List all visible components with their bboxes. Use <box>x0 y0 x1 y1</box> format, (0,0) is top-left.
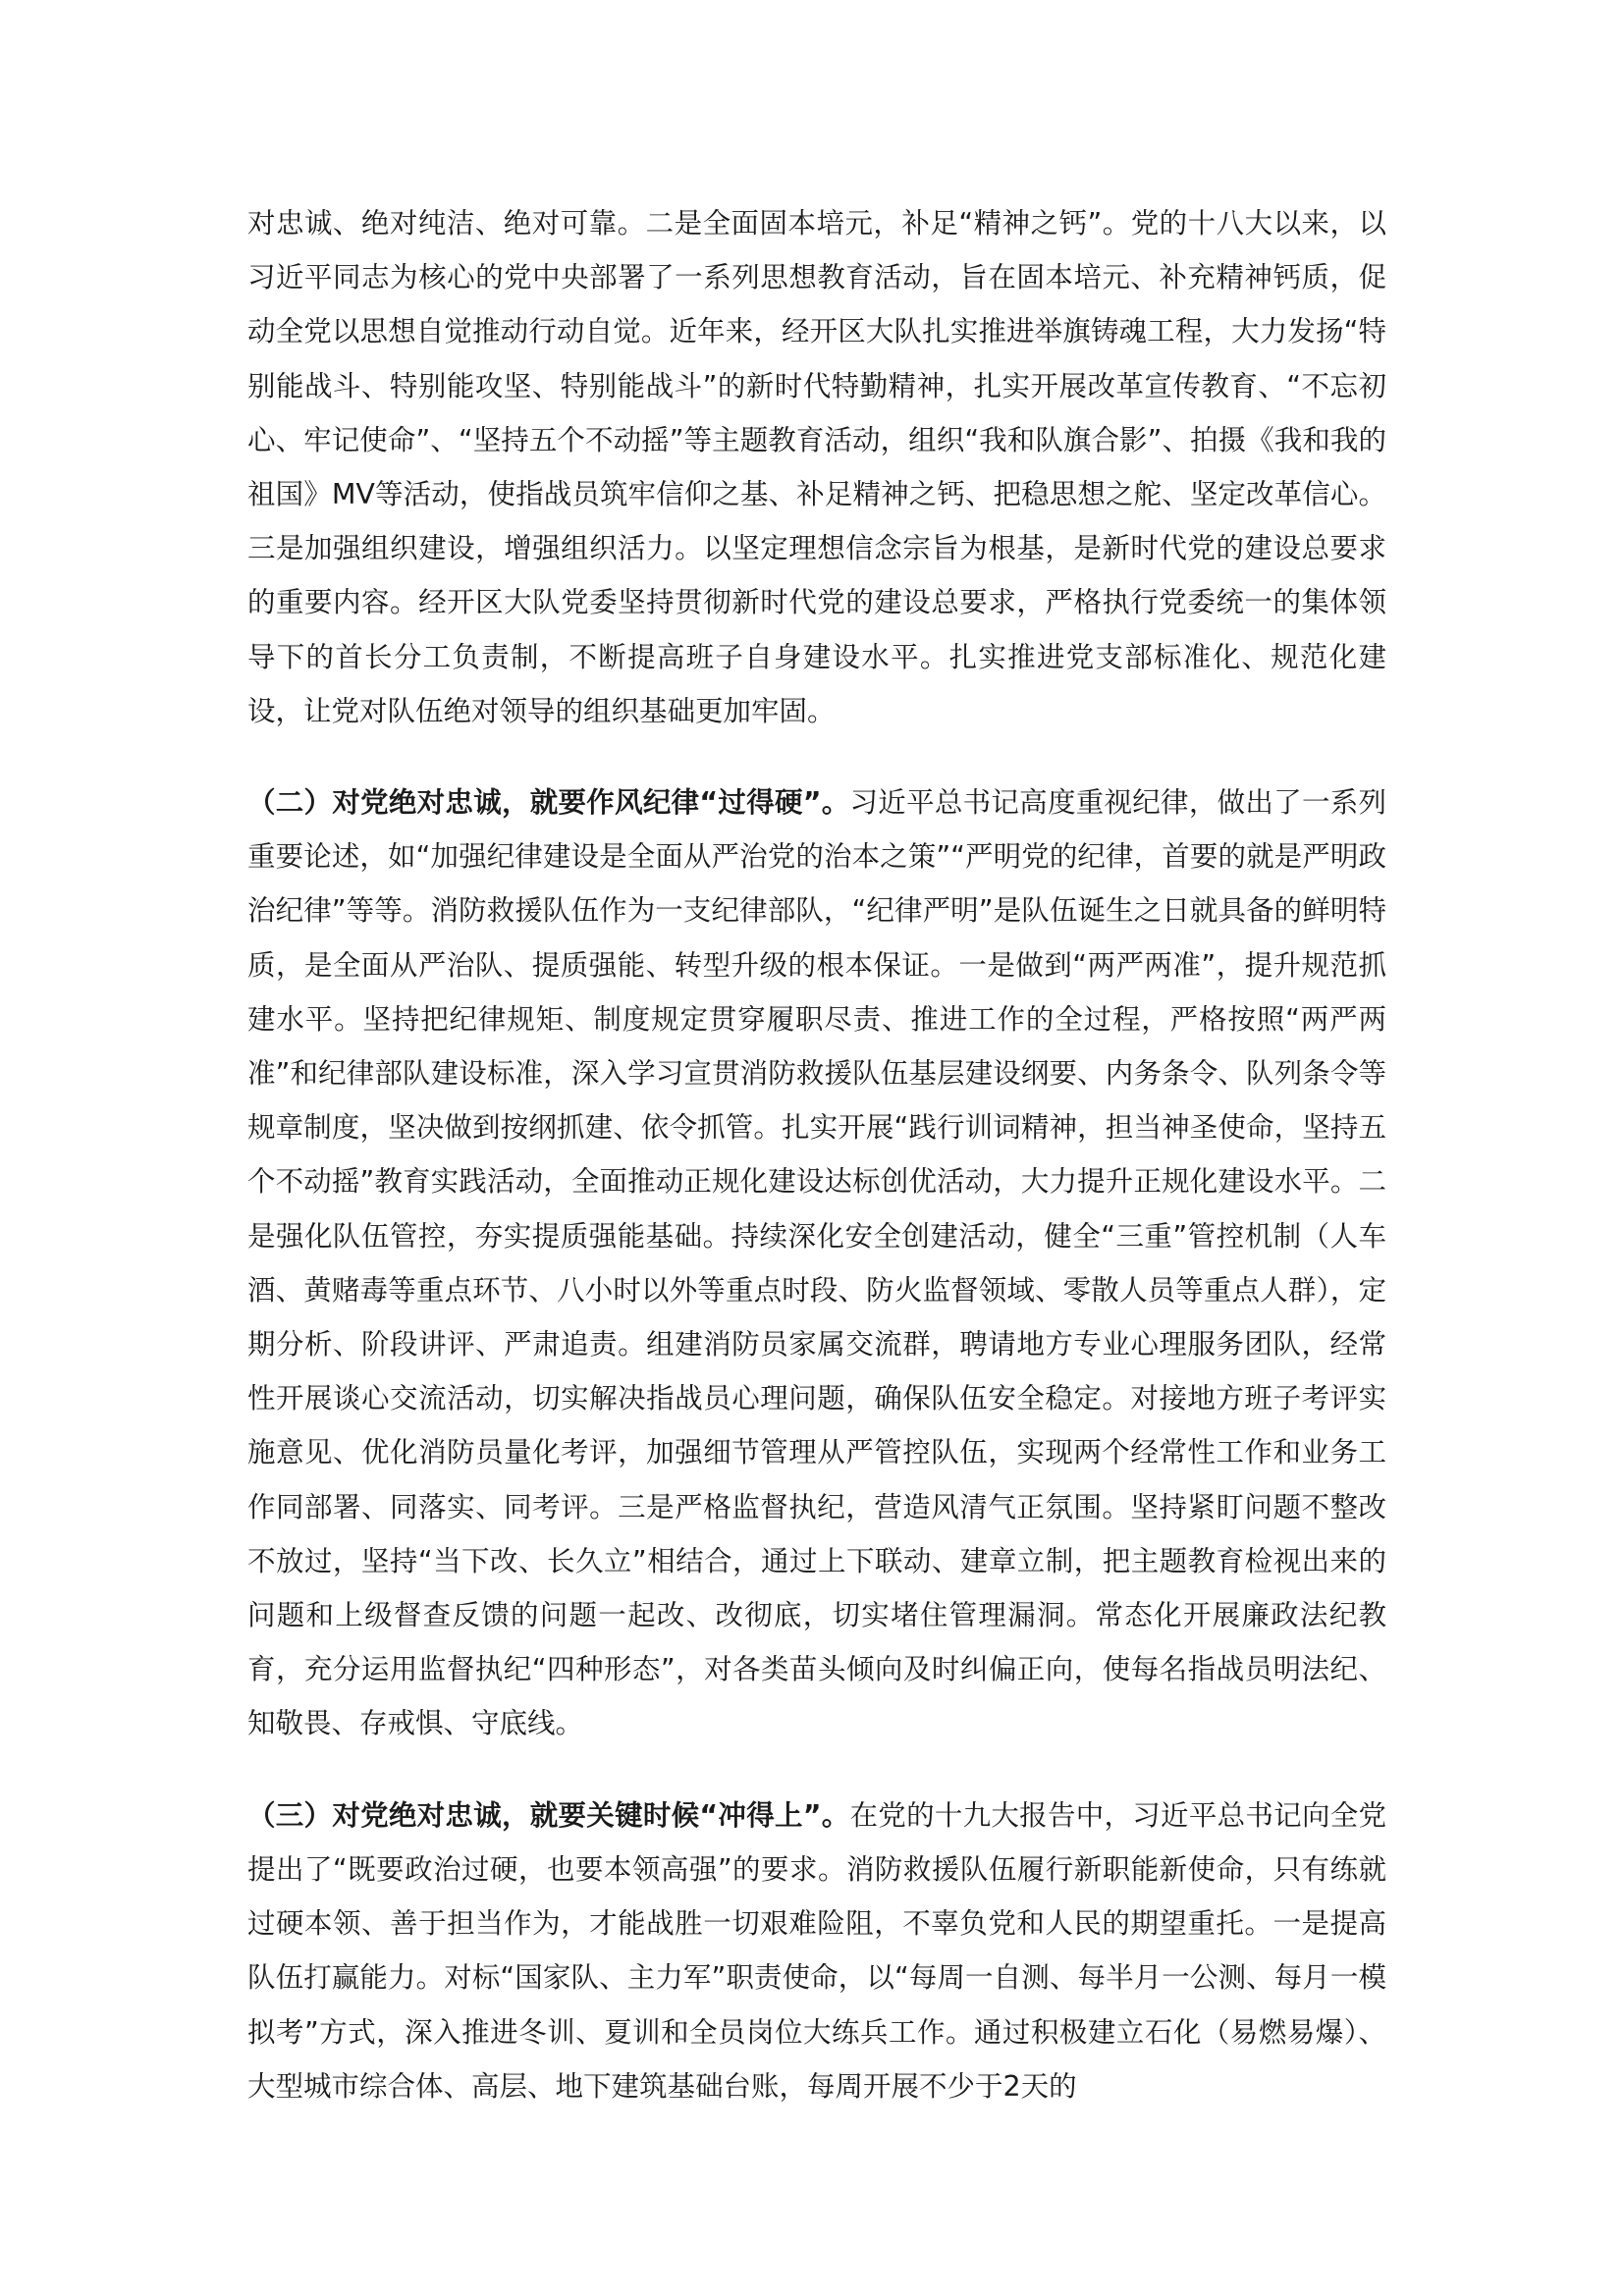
paragraph-1 <box>247 196 1386 738</box>
document-page <box>247 196 1386 2113</box>
paragraph-body: 对忠诚、绝对纯洁、绝对可靠。二是全面固本培元，补足“精神之钙”。党的十八大以来，以习近平同志为核心的党中央部署了一系列思想教育活动，旨在固本培元、补充精神钙质，促动全党以思想自觉推动行动自觉。近年来，经开区大队扎实推进举旗铸魂工程，大力发扬“特别能战斗、特别能攻坚、特别能战斗”的新时代特勤精神，扎实开展改革宣传教育、“不忘初心、牢记使命”、“坚持五个不动摇”等主题教育活动，组织“我和队旗合影”、拍摄《我和我的祖国》MV等活动，使指战员筑牢信仰之基、补足精神之钙、把稳思想之舵、坚定改革信心。三是加强组织建设，增强组织活力。以坚定理想信念宗旨为根基，是新时代党的建设总要求的重要内容。经开区大队党委坚持贯彻新时代党的建设总要求，严格执行党委统一的集体领导下的首长分工负责制，不断提高班子自身建设水平。扎实推进党支部标准化、规范化建设，让党对队伍绝对领导的组织基础更加牢固。 <box>247 207 1386 727</box>
section-heading: （三）对党绝对忠诚，就要关键时候“冲得上”。 <box>247 1798 850 1832</box>
paragraph-2 <box>247 775 1386 1751</box>
paragraph-body: 习近平总书记高度重视纪律，做出了一系列重要论述，如“加强纪律建设是全面从严治党的治本之策”“严明党的纪律，首要的就是严明政治纪律”等等。消防救援队伍作为一支纪律部队，“纪律严明”是队伍诞生之日就具备的鲜明特质，是全面从严治队、提质强能、转型升级的根本保证。一是做到“两严两准”，提升规范抓建水平。坚持把纪律规矩、制度规定贯穿履职尽责、推进工作的全过程，严格按照“两严两准”和纪律部队建设标准，深入学习宣贯消防救援队伍基层建设纲要、内务条令、队列条令等规章制度，坚决做到按纲抓建、依令抓管。扎实开展“践行训词精神，担当神圣使命，坚持五个不动摇”教育实践活动，全面推动正规化建设达标创优活动，大力提升正规化建设水平。二是强化队伍管控，夯实提质强能基础。持续深化安全创建活动，健全“三重”管控机制（人车酒、黄赌毒等重点环节、八小时以外等重点时段、防火监督领域、零散人员等重点人群），定期分析、阶段讲评、严肃追责。组建消防员家属交流群，聘请地方专业心理服务团队，经常性开展谈心交流活动，切实解决指战员心理问题，确保队伍安全稳定。对接地方班子考评实施意见、优化消防员量化考评，加强细节管理从严管控队伍，实现两个经常性工作和业务工作同部署、同落实、同考评。三是严格监督执纪，营造风清气正氛围。坚持紧盯问题不整改不放过，坚持“当下改、长久立”相结合，通过上下联动、建章立制，把主题教育检视出来的问题和上级督查反馈的问题一起改、改彻底，切实堵住管理漏洞。常态化开展廉政法纪教育，充分运用监督执纪“四种形态”，对各类苗头倾向及时纠偏正向，使每名指战员明法纪、知敬畏、存戒惧、守底线。 <box>247 786 1386 1740</box>
section-heading: （二）对党绝对忠诚，就要作风纪律“过得硬”。 <box>247 786 850 820</box>
paragraph-3 <box>247 1789 1386 2113</box>
paragraph-body: 在党的十九大报告中，习近平总书记向全党提出了“既要政治过硬，也要本领高强”的要求。消防救援队伍履行新职能新使命，只有练就过硬本领、善于担当作为，才能战胜一切艰难险阻，不辜负党和人民的期望重托。一是提高队伍打赢能力。对标“国家队、主力军”职责使命，以“每周一自测、每半月一公测、每月一模拟考”方式，深入推进冬训、夏训和全员岗位大练兵工作。通过积极建立石化（易燃易爆）、大型城市综合体、高层、地下建筑基础台账，每周开展不少于2天的 <box>247 1798 1386 2103</box>
